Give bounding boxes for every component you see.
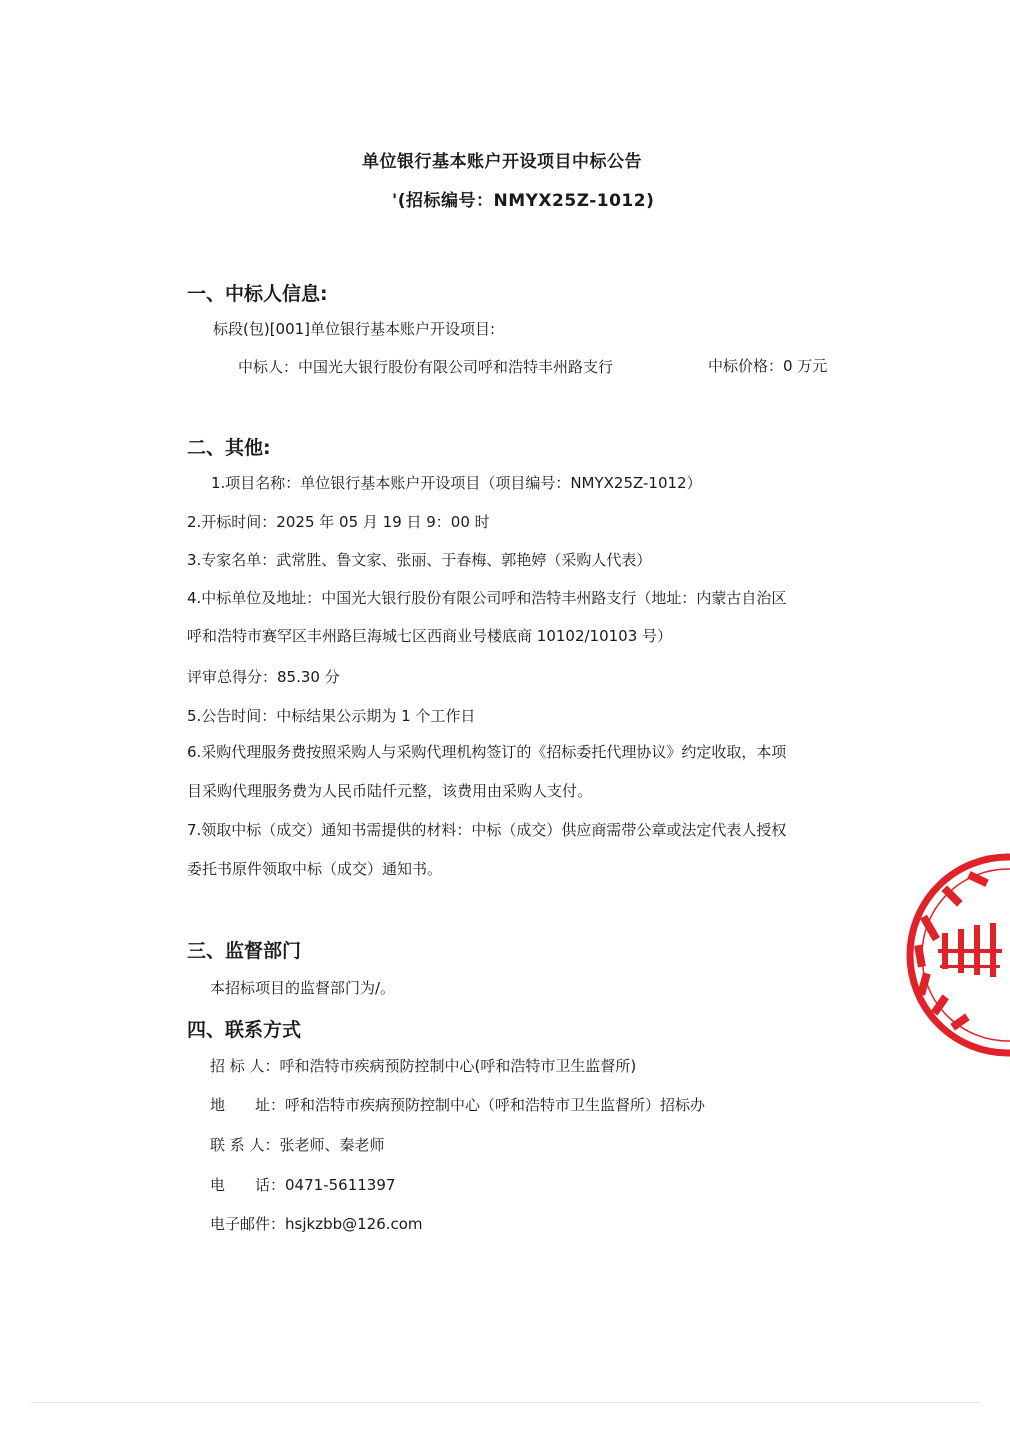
other-item-6-line2: 目采购代理服务费为人民币陆仟元整，该费用由采购人支付。 [187, 782, 593, 800]
contact-row-phone [210, 1174, 395, 1195]
section-heading-supervision: 三、监督部门 [187, 940, 302, 962]
lot-line: 标段(包)[001]单位银行基本账户开设项目: [213, 320, 496, 338]
supervision-text: 本招标项目的监督部门为/。 [210, 979, 396, 997]
email-label: 电子邮件： [210, 1215, 286, 1233]
other-item-2: 2.开标时间：2025 年 05 月 19 日 9：00 时 [187, 513, 490, 531]
other-item-6-line1: 6.采购代理服务费按照采购人与采购代理机构签订的《招标委托代理协议》约定收取，本项 [187, 743, 787, 761]
other-item-4-line1: 4.中标单位及地址：中国光大银行股份有限公司呼和浩特丰州路支行（地址：内蒙古自治区 [187, 589, 787, 607]
seal-graphic [896, 845, 1010, 1065]
section-heading-winner-info: 一、中标人信息: [187, 283, 328, 305]
other-item-7-line2: 委托书原件领取中标（成交）通知书。 [187, 860, 443, 878]
contact-row-email [210, 1213, 423, 1234]
contact-row-person [210, 1134, 385, 1155]
contact-row-tenderer [210, 1055, 636, 1076]
other-item-7-line1: 7.领取中标（成交）通知书需提供的材料：中标（成交）供应商需带公章或法定代表人授权 [187, 821, 787, 839]
section-heading-other: 二、其他: [187, 437, 271, 459]
phone-label: 电 话： [210, 1176, 286, 1194]
official-seal [896, 845, 1010, 1065]
page-title: 单位银行基本账户开设项目中标公告 [362, 152, 642, 172]
tenderer-value: 呼和浩特市疾病预防控制中心(呼和浩特市卫生监督所) [279, 1057, 637, 1075]
winner-line: 中标人：中国光大银行股份有限公司呼和浩特丰州路支行 [238, 358, 614, 376]
other-item-4-line2: 呼和浩特市赛罕区丰州路巨海城七区西商业号楼底商 10102/10103 号） [187, 627, 673, 645]
tenderer-label: 招 标 人： [210, 1057, 280, 1075]
page-bottom-line [30, 1402, 980, 1403]
email-value: hsjkzbb@126.com [285, 1215, 423, 1233]
other-item-3: 3.专家名单：武常胜、鲁文家、张丽、于春梅、郭艳婷（采购人代表） [187, 551, 652, 569]
contact-value: 张老师、秦老师 [279, 1136, 385, 1154]
section-heading-contact: 四、联系方式 [187, 1019, 302, 1041]
other-item-5: 5.公告时间：中标结果公示期为 1 个工作日 [187, 707, 476, 725]
winner-price: 中标价格：0 万元 [708, 357, 828, 375]
contact-label: 联 系 人： [210, 1136, 280, 1154]
review-score: 评审总得分：85.30 分 [187, 668, 340, 686]
phone-value: 0471-5611397 [285, 1176, 396, 1194]
address-value: 呼和浩特市疾病预防控制中心（呼和浩特市卫生监督所）招标办 [285, 1096, 706, 1114]
tender-number: '(招标编号：NMYX25Z-1012) [392, 191, 655, 211]
address-label: 地 址： [210, 1096, 286, 1114]
contact-row-address [210, 1094, 705, 1115]
other-item-1: 1.项目名称：单位银行基本账户开设项目（项目编号：NMYX25Z-1012） [211, 474, 702, 492]
